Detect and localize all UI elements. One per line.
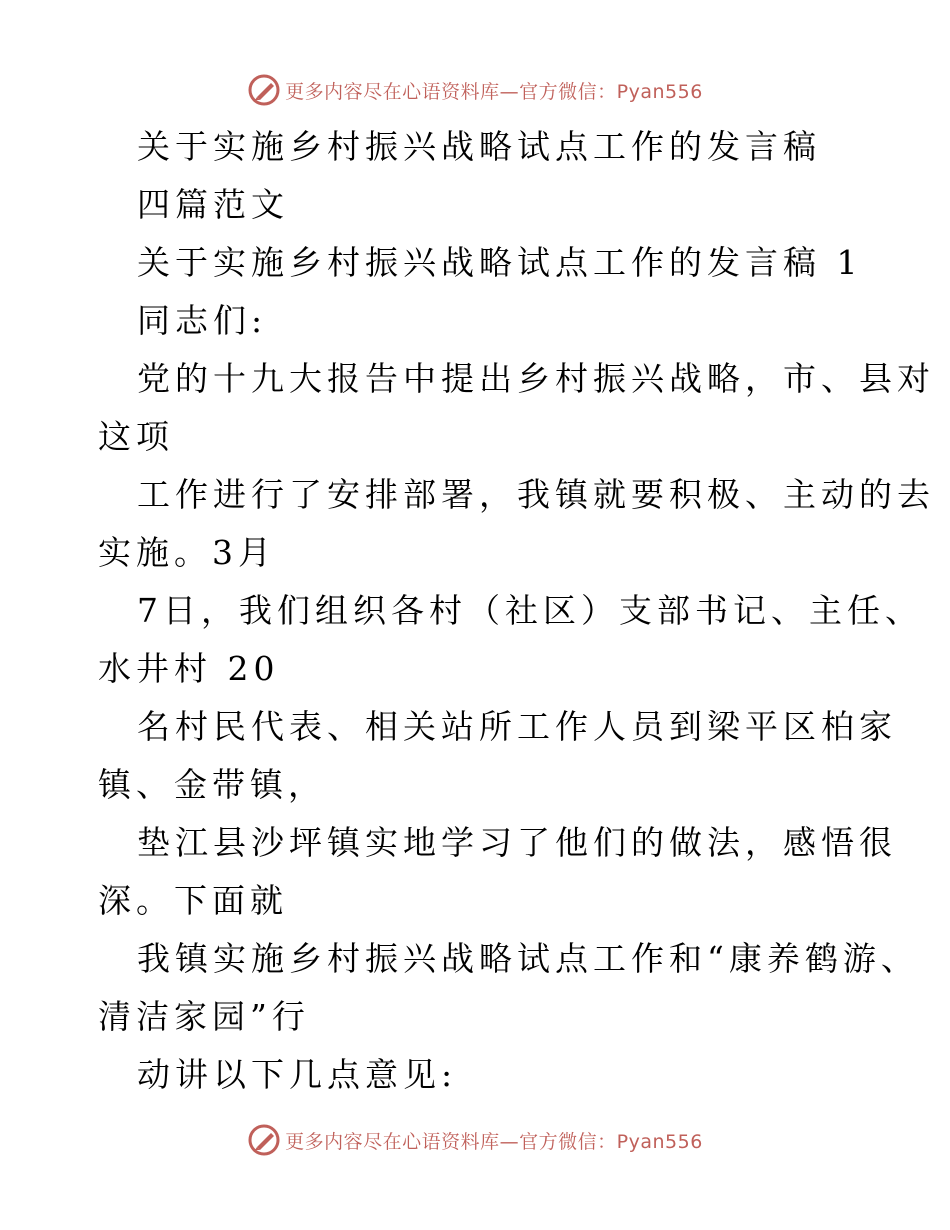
document-body — [0, 118, 950, 1104]
paragraph-line: 水井村 20 — [98, 649, 280, 688]
header-banner-text: 更多内容尽在心语资料库—官方微信：Pyan556 — [285, 80, 703, 103]
paragraph-line: 实施。3月 — [98, 533, 276, 572]
paragraph-line: 我镇实施乡村振兴战略试点工作和“康养鹤游、 — [137, 939, 919, 978]
document-title: 关于实施乡村振兴战略试点工作的发言稿 — [137, 127, 821, 166]
section-heading: 关于实施乡村振兴战略试点工作的发言稿 1 — [137, 243, 863, 282]
header-banner — [0, 70, 950, 110]
paragraph-line: 党的十九大报告中提出乡村振兴战略，市、县对 — [137, 359, 935, 398]
paragraph-line: 深。下面就 — [98, 881, 288, 920]
footer-banner — [0, 1120, 950, 1160]
document-subtitle: 四篇范文 — [137, 185, 289, 224]
pen-seal-logo-icon — [247, 1123, 281, 1157]
paragraph-line: 这项 — [98, 417, 174, 456]
paragraph-line: 清洁家园”行 — [98, 997, 310, 1036]
paragraph-line: 工作进行了安排部署，我镇就要积极、主动的去 — [137, 475, 935, 514]
footer-banner-text: 更多内容尽在心语资料库—官方微信：Pyan556 — [285, 1130, 703, 1153]
paragraph-line: 镇、金带镇， — [98, 765, 326, 804]
paragraph-line: 动讲以下几点意见: — [137, 1055, 458, 1094]
salutation: 同志们: — [137, 301, 268, 340]
pen-seal-logo-icon — [247, 73, 281, 107]
paragraph-line: 垫江县沙坪镇实地学习了他们的做法，感悟很 — [137, 823, 897, 862]
paragraph-line: 名村民代表、相关站所工作人员到梁平区柏家 — [137, 707, 897, 746]
paragraph-line: 7日，我们组织各村（社区）支部书记、主任、 — [137, 591, 923, 630]
